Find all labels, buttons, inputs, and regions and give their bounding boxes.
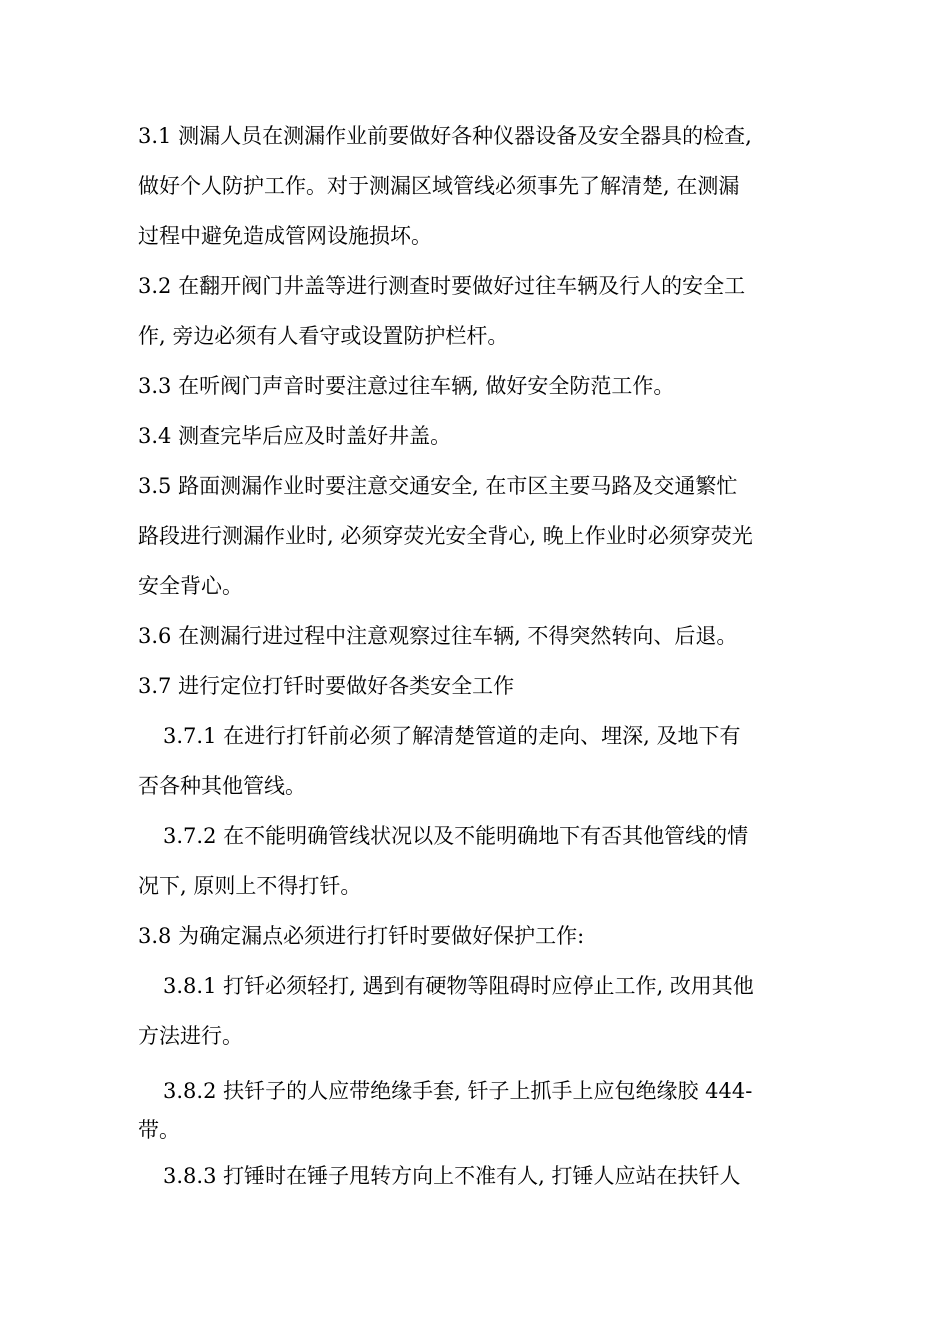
text-line: 方法进行。 — [138, 1024, 243, 1048]
text-line: 否各种其他管线。 — [138, 774, 306, 798]
text-line: 况下, 原则上不得打钎。 — [138, 874, 362, 898]
text-line: 做好个人防护工作。对于测漏区域管线必须事先了解清楚, 在测漏 — [138, 174, 740, 198]
text-line: 3.8.3 打锤时在锤子甩转方向上不准有人, 打锤人应站在扶钎人 — [163, 1164, 741, 1188]
text-line: 3.7 进行定位打钎时要做好各类安全工作 — [138, 674, 515, 698]
text-line: 3.4 测查完毕后应及时盖好井盖。 — [138, 424, 452, 448]
text-line: 安全背心。 — [138, 574, 243, 598]
text-line: 3.3 在听阀门声音时要注意过往车辆, 做好安全防范工作。 — [138, 374, 675, 398]
text-line: 3.7.1 在进行打钎前必须了解清楚管道的走向、埋深, 及地下有 — [163, 724, 741, 748]
text-line: 路段进行测漏作业时, 必须穿荧光安全背心, 晚上作业时必须穿荧光 — [138, 524, 753, 548]
text-line: 3.1 测漏人员在测漏作业前要做好各种仪器设备及安全器具的检查, — [138, 124, 752, 148]
text-line: 3.6 在测漏行进过程中注意观察过往车辆, 不得突然转向、后退。 — [138, 624, 738, 648]
text-line: 带。 — [138, 1118, 180, 1142]
text-line: 3.2 在翻开阀门井盖等进行测查时要做好过往车辆及行人的安全工 — [138, 274, 746, 298]
text-line: 3.8 为确定漏点必须进行打钎时要做好保护工作: — [138, 924, 585, 948]
text-line: 3.8.2 扶钎子的人应带绝缘手套, 钎子上抓手上应包绝缘胶 444- — [163, 1079, 753, 1103]
text-line: 作, 旁边必须有人看守或设置防护栏杆。 — [138, 324, 509, 348]
text-line: 3.5 路面测漏作业时要注意交通安全, 在市区主要马路及交通繁忙 — [138, 474, 738, 498]
text-line: 过程中避免造成管网设施损坏。 — [138, 224, 432, 248]
text-line: 3.7.2 在不能明确管线状况以及不能明确地下有否其他管线的情 — [163, 824, 749, 848]
text-line: 3.8.1 打钎必须轻打, 遇到有硬物等阻碍时应停止工作, 改用其他 — [163, 974, 754, 998]
